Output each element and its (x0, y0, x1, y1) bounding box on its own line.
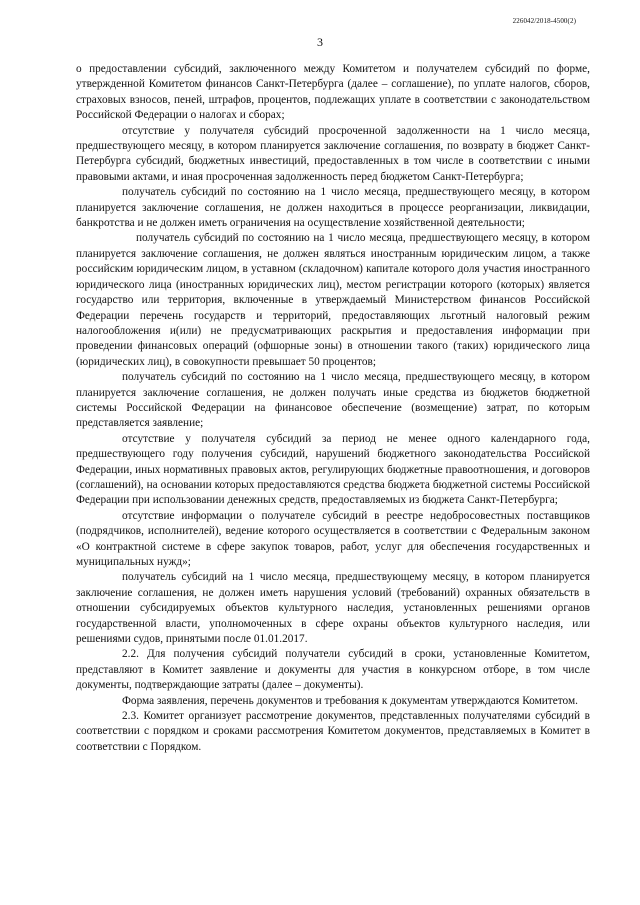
paragraph-heritage-obligations-condition: получатель субсидий на 1 число месяца, предшествующему месяцу, в котором планируется заключение соглашения, не должен иметь нарушения условий (требований) охранных обязательств в отношении субсидируемых объектов культурного наследия, установленных решениями органов государственной власти, уполномоченных в сфере охраны объектов культурного наследия, или решениями судов, принятыми после 01.01.2017. (76, 571, 590, 646)
paragraph-reorganization-condition: получатель субсидий по состоянию на 1 число месяца, предшествующего месяцу, в котором планируется заключение соглашения, не должен находиться в процессе реорганизации, ликвидации, банкротства и не должен иметь ограничения на осуществление хозяйственной деятельности; (76, 186, 590, 230)
paragraph-application-form: Форма заявления, перечень документов и требования к документам утверждаются Комитетом. (122, 694, 578, 707)
page-number: 3 (317, 35, 323, 49)
document-registration-number: 226042/2018-4500(2) (512, 17, 576, 25)
paragraph-tax-debt-condition: о предоставлении субсидий, заключенного между Комитетом и получателем субсидий по форме, утвержденной Комитетом финансов Санкт-Петербурга (далее – соглашение), по уплате налогов, сборов, страховых взносов, пеней, штрафов, процентов, подлежащих уплате в соответствии с законодательством Российской Федерации о налогах и сборах; (76, 63, 590, 122)
paragraph-budget-violations-condition: отсутствие у получателя субсидий за период не менее одного календарного года, предшествующего году получения субсидий, нарушений бюджетного законодательства Российской Федерации, иных нормативных правовых актов, регулирующих бюджетные правоотношения, и договоров (соглашений), на основании которых предоставляются средства бюджета бюджетной системы Российской Федерации при использовании денежных средств, предоставляемых из бюджета Санкт-Петербурга; (76, 432, 590, 507)
paragraph-foreign-entity-condition: получатель субсидий по состоянию на 1 число месяца, предшествующего месяцу, в котором планируется заключение соглашения, не должен являться иностранным юридическим лицом, а также российским юридическим лицом, в уставном (складочном) капитале которого доля участия иностранного юридического лица (иностранных юридических лиц), местом регистрации которого (которых) является государство или территория, включенные в утверждаемый Министерством финансов Российской Федерации перечень государств и территорий, предоставляющих льготный налоговый режим налогообложения и(или) не предусматривающих раскрытия и предоставления информации при проведении финансовых операций (офшорные зоны) в отношении такого (таких) юридического лица (юридических лиц), в совокупности превышает 50 процентов; (76, 232, 590, 368)
paragraph-section-2-2: 2.2. Для получения субсидий получатели субсидий в сроки, установленные Комитетом, представляют в Комитет заявление и документы для участия в конкурсном отборе, в том числе документы, подтверждающие затраты (далее – документы). (76, 648, 590, 692)
paragraph-other-funds-condition: получатель субсидий по состоянию на 1 число месяца, предшествующего месяцу, в котором планируется заключение соглашения, не должен получать иные средства из бюджетов бюджетной системы Российской Федерации на финансовое обеспечение (возмещение) затрат, по которым представляется заявление; (76, 371, 590, 430)
paragraph-overdue-debt-condition: отсутствие у получателя субсидий просроченной задолженности на 1 число месяца, предшествующего месяцу, в котором планируется заключение соглашения, по возврату в бюджет Санкт-Петербурга субсидий, бюджетных инвестиций, предоставленных в том числе в соответствии с иными правовыми актами, и иная просроченная задолженность перед бюджетом Санкт-Петербурга; (76, 124, 590, 183)
document-body (76, 62, 590, 755)
paragraph-section-2-3: 2.3. Комитет организует рассмотрение документов, представленных получателями субсидий в соответствии с порядком и сроками рассмотрения Комитетом документов, представляемых в Комитет в соответствии с Порядком. (76, 710, 590, 753)
paragraph-unfair-suppliers-condition: отсутствие информации о получателе субсидий в реестре недобросовестных поставщиков (подрядчиков, исполнителей), ведение которого осуществляется в соответствии с Федеральным законом «О контрактной системе в сфере закупок товаров, работ, услуг для обеспечения государственных и муниципальных нужд»; (76, 509, 590, 568)
